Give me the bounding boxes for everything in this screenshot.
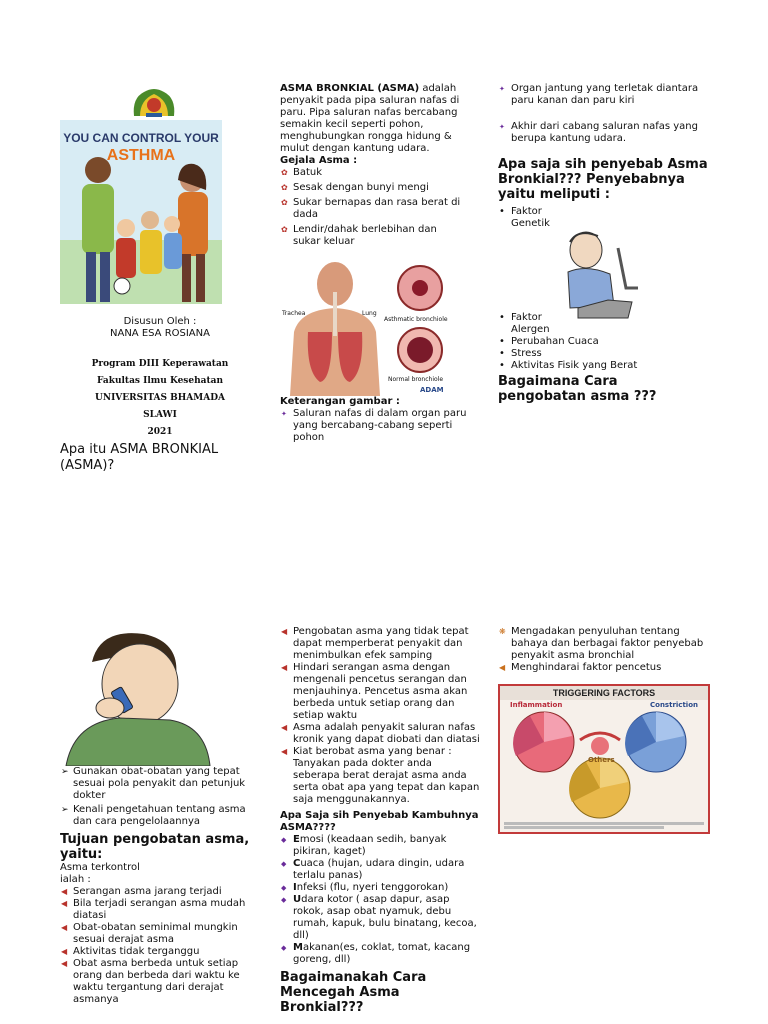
list-item: ✿ Sukar bernapas dan rasa berat di dada [281, 197, 461, 220]
coughing-man-illustration [548, 228, 644, 320]
list-item: ◀ Obat-obatan seminimal mungkin sesuai derajat asma [61, 922, 238, 945]
list-item: ✿ Sesak dengan bunyi mengi [281, 182, 429, 193]
university-logo [130, 86, 178, 118]
list-item: ❋ Mengadakan penyuluhan tentang bahaya dan berbagai faktor penyebab penyakit asma bronchial [499, 626, 704, 661]
list-item: ➢ Kenali pengetahuan tentang asma dan cara pengelolaannya [61, 804, 246, 827]
list-item: ◆ Udara kotor ( asap dapur, asap rokok, asap obat nyamuk, debu rumah, kapuk, bulu binatang, kecoa, dll) [281, 894, 477, 941]
list-item: ◆ Makanan(es, coklat, tomat, kacang goreng, dll) [281, 942, 471, 965]
label-lung: Lung [362, 310, 377, 317]
relapse-heading: Apa Saja sih Penyebab Kambuhnya ASMA???? [280, 810, 479, 833]
label-adam-brand: ADAM [420, 386, 444, 394]
relapse-list [280, 834, 480, 966]
list-item: ◀ Menghindarai faktor pencetus [499, 662, 662, 673]
list-item: ✦ Organ jantung yang terletak diantara paru kanan dan paru kiri [499, 83, 699, 106]
asthma-poster [60, 120, 222, 304]
treatment-heading: Bagaimana Cara pengobatan asma ??? [498, 374, 657, 404]
list-item: ➢ Gunakan obat-obatan yang tepat sesuai pola penyakit dan petunjuk dokter [61, 766, 246, 801]
list-item: ◀ Serangan asma jarang terjadi [61, 886, 222, 897]
city-name: SLAWI [143, 410, 177, 420]
respiratory-anatomy-figure [280, 262, 450, 396]
list-item: • Faktor Genetik [499, 206, 550, 229]
intro-paragraph [280, 83, 465, 155]
faculty-name: Fakultas Ilmu Kesehatan [97, 376, 223, 386]
cause-heading: Apa saja sih penyebab Asma Bronkial??? Penyebabnya yaitu meliputi : [498, 157, 708, 202]
university-name: UNIVERSITAS BHAMADA [95, 393, 225, 403]
symptoms-list [280, 167, 465, 248]
list-item: ◆ Emosi (keadaan sedih, banyak pikiran, kaget) [281, 834, 447, 857]
caption-list [280, 408, 470, 444]
list-item: ◀ Obat asma berbeda untuk setiap orang dan berbeda dari waktu ke waktu tergantung dari derajat asmanya [61, 958, 240, 1005]
boy-inhaler-illustration [60, 626, 214, 766]
program-name: Program DIII Keperawatan [91, 359, 229, 369]
prevention-list [498, 626, 713, 674]
list-item: ◀ Aktivitas tidak terganggu [61, 946, 200, 957]
caption-title: Keterangan gambar : [280, 396, 400, 407]
medication-list [60, 766, 260, 828]
goal-heading: Tujuan pengobatan asma, yaitu: [60, 832, 250, 862]
goal-list [60, 886, 250, 1006]
treatment-list [280, 626, 480, 806]
prevent-heading: Bagaimanakah Cara Mencegah Asma Bronkial??? [280, 970, 427, 1015]
list-item: ✿ Batuk [281, 167, 323, 178]
list-item: • Perubahan Cuaca [499, 336, 599, 347]
author-name: NANA ESA ROSIANA [110, 328, 210, 339]
compiled-by-label: Disusun Oleh : [123, 316, 197, 327]
year: 2021 [147, 427, 173, 437]
list-item: ◀ Hindari serangan asma dengan mengenali pencetus serangan dan menjauhinya. Pencetus asma akan berbeda untuk setiap orang dan setiap waktu [281, 662, 468, 721]
list-item: ◆ Cuaca (hujan, udara dingin, udara terlalu panas) [281, 858, 465, 881]
left-question-heading: Apa itu ASMA BRONKIAL (ASMA)? [60, 442, 219, 473]
trigger-title: TRIGGERING FACTORS [552, 688, 656, 698]
list-item: ✦ Saluran nafas di dalam organ paru yang bercabang-cabang seperti pohon [281, 408, 467, 443]
symptoms-title: Gejala Asma : [280, 155, 358, 166]
list-item: ◀ Asma adalah penyakit saluran nafas kronik yang dapat diobati dan diatasi [281, 722, 480, 745]
list-item: ✿ Lendir/dahak berlebihan dan sukar keluar [281, 224, 437, 247]
intro-term: ASMA BRONKIAL (ASMA) [280, 83, 420, 94]
intro-text: adalah penyakit pada pipa saluran nafas di paru. Pipa saluran nafas bercabang semakin kecil seperti pohon, menghubungkan rongga hidung & mulut dengan kantung udara. [280, 83, 460, 154]
label-asthmatic-bronchiole: Asthmatic bronchiole [384, 316, 448, 323]
list-item: • Stress [499, 348, 542, 359]
cause-list-1 [498, 206, 560, 230]
list-item: ◆ Infeksi (flu, nyeri tenggorokan) [281, 882, 449, 893]
list-item: • Aktivitas Fisik yang Berat [499, 360, 638, 371]
goal-intro: Asma terkontrol ialah : [60, 862, 140, 885]
poster-title-line1: YOU CAN CONTROL YOUR [63, 131, 219, 145]
list-item: ◀ Bila terjadi serangan asma mudah diatasi [61, 898, 246, 921]
cause-list-2 [498, 312, 708, 372]
trigger-label-constriction: Constriction [650, 701, 698, 709]
list-item: • Faktor Alergen [499, 312, 550, 335]
organ-list [498, 83, 708, 145]
list-item: ◀ Pengobatan asma yang tidak tepat dapat memperberat penyakit dan menimbulkan efek samping [281, 626, 469, 661]
list-item: ◀ Kiat berobat asma yang benar : Tanyakan pada dokter anda seberapa berat derajat asma anda serta obat apa yang tepat dan kapan saja menggunakannya. [281, 746, 480, 805]
trigger-label-others: Others [588, 756, 615, 764]
label-normal-bronchiole: Normal bronchiole [388, 376, 444, 383]
triggering-factors-figure [498, 684, 710, 834]
list-item: ✦ Akhir dari cabang saluran nafas yang berupa kantung udara. [499, 121, 698, 144]
trigger-label-inflammation: Inflammation [510, 701, 563, 709]
poster-title-line2: ASTHMA [106, 147, 176, 164]
label-trachea: Trachea [282, 310, 306, 317]
